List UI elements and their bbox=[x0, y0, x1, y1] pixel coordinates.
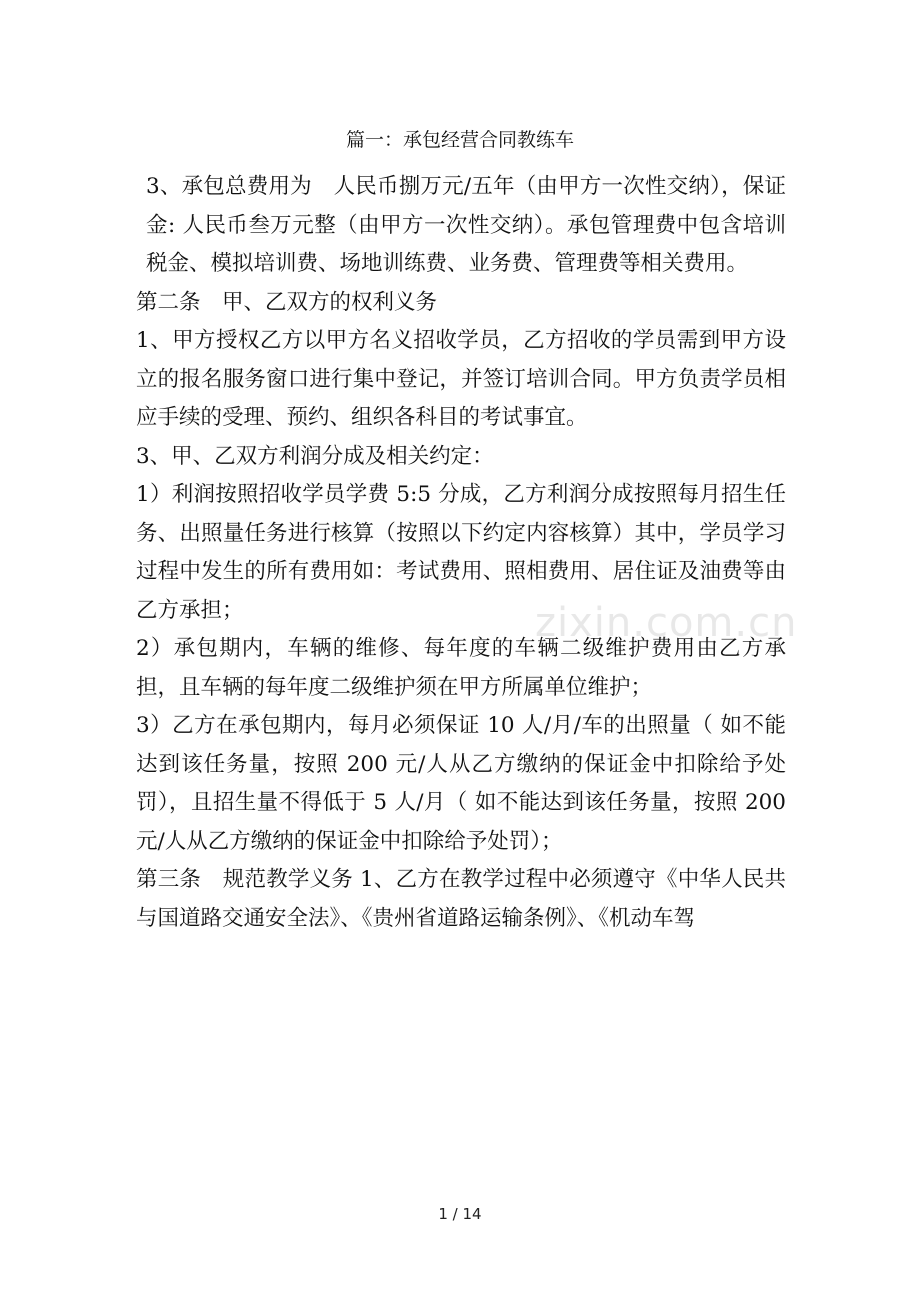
heading-article-three: 第三条 规范教学义务 1、乙方在教学过程中必须遵守《中华人民共与国道路交通安全法》、《贵州省道路运输条例》、《机动车驾 bbox=[136, 867, 786, 931]
paragraph-profit-split: 1）利润按照招收学员学费 5:5 分成，乙方利润分成按照每月招生任务、出照量任务进行核算（按照以下约定内容核算）其中，学员学习过程中发生的所有费用如：考试费用、照相费用、居住证及油费等由乙方承担； bbox=[136, 482, 786, 623]
paragraph-quota: 3）乙方在承包期内，每月必须保证 10 人/月/车的出照量（ 如不能达到该任务量，按照 200 元/人从乙方缴纳的保证金中扣除给予处罚），且招生量不得低于 5 人/月（ 如不能达到该任务量，按照 200 元/人从乙方缴纳的保证金中扣除给予处罚）； bbox=[136, 713, 786, 854]
watermark: zixin.com.cn bbox=[535, 600, 798, 646]
paragraph-fee: 3、承包总费用为 人民币捌万元/五年（由甲方一次性交纳），保证金: 人民币叁万元整（由甲方一次性交纳）。承包管理费中包含培训税金、模拟培训费、场地训练费、业务费、管理费等相关费用。 bbox=[146, 174, 786, 276]
page-number: 1 / 14 bbox=[438, 1205, 482, 1223]
paragraph-recruitment: 1、甲方授权乙方以甲方名义招收学员，乙方招收的学员需到甲方设立的报名服务窗口进行集中登记，并签订培训合同。甲方负责学员相应手续的受理、预约、组织各科目的考试事宜。 bbox=[136, 328, 786, 430]
document-body bbox=[136, 168, 786, 938]
paragraph-maintenance: 2）承包期内，车辆的维修、每年度的车辆二级维护费用由乙方承担，且车辆的每年度二级维护须在甲方所属单位维护； bbox=[136, 636, 786, 700]
paragraph-profit-heading: 3、甲、乙双方利润分成及相关约定： bbox=[136, 443, 494, 469]
heading-article-two: 第二条 甲、乙双方的权利义务 bbox=[136, 289, 438, 315]
document-title: 篇一：承包经营合同教练车 bbox=[345, 129, 574, 151]
